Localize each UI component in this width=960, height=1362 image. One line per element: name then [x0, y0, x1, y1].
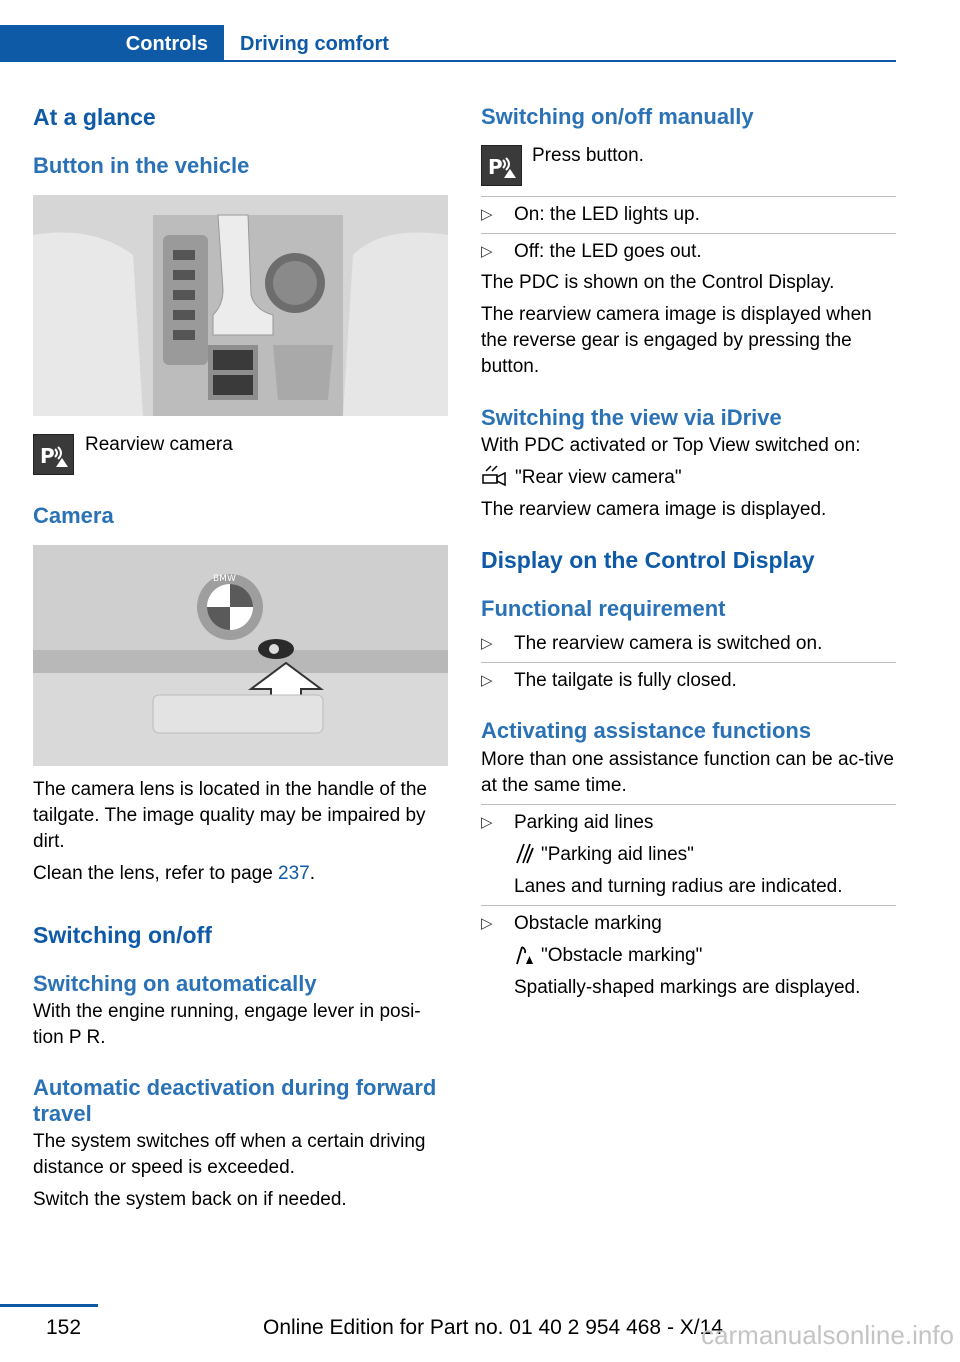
edition-text: Online Edition for Part no. 01 40 2 954 468 - X/14	[263, 1316, 723, 1339]
parking-lines-icon	[514, 842, 534, 864]
left-column	[33, 100, 448, 1213]
heading-switching-on-off: Switching on/off	[33, 922, 212, 948]
chapter-label: Driving comfort	[240, 33, 389, 55]
divider	[481, 905, 896, 906]
divider	[481, 196, 896, 197]
switch-back-text: Switch the system back on if needed.	[33, 1189, 347, 1210]
right-column	[481, 100, 896, 1001]
rear-view-camera-row	[481, 465, 896, 491]
rear-view-camera-menu-item: "Rear view camera"	[515, 467, 682, 488]
bullet-parking-aid-lines: ▷ Parking aid lines	[481, 810, 896, 836]
press-button-row	[481, 145, 896, 186]
bullet-off: ▷ Off: the LED goes out.	[481, 239, 896, 265]
footer-rule	[0, 1304, 98, 1307]
auto-on-text: With the engine running, engage lever in posi-tion P R.	[33, 1001, 421, 1048]
obstacle-marking-menu-item: "Obstacle marking"	[541, 945, 703, 966]
heading-camera: Camera	[33, 503, 114, 528]
heading-automatic-deactivation: Automatic deactivation during forward travel	[33, 1075, 437, 1126]
auto-off-text: The system switches off when a certain driving distance or speed is exceeded.	[33, 1131, 426, 1178]
svg-text:P: P	[39, 443, 55, 468]
rearview-button-row	[33, 434, 448, 475]
heading-switching-manually: Switching on/off manually	[481, 104, 754, 129]
section-label: Controls	[125, 33, 208, 55]
press-button-text: Press button.	[532, 145, 644, 166]
idrive-text: With PDC activated or Top View switched on:	[481, 435, 861, 456]
heading-activating-assistance: Activating assistance functions	[481, 718, 812, 743]
tailgate-camera-image	[33, 545, 448, 766]
pdc-text: The PDC is shown on the Control Display.	[481, 272, 835, 293]
heading-at-a-glance: At a glance	[33, 104, 156, 130]
page-reference-link[interactable]: 237	[278, 863, 310, 884]
heading-functional-requirement: Functional requirement	[481, 596, 726, 621]
requirement-camera-on: ▷ The rearview camera is switched on.	[481, 631, 896, 657]
bullet-on: ▷ On: the LED lights up.	[481, 202, 896, 228]
rearview-camera-button-icon	[33, 434, 74, 475]
pdc-button-icon	[481, 145, 522, 186]
center-console-image	[33, 195, 448, 416]
tailgate-photo	[33, 545, 448, 766]
reverse-text: The rearview camera image is displayed when the reverse gear is engaged by pressing the button.	[481, 304, 872, 377]
requirement-tailgate-closed: ▷ The tailgate is fully closed.	[481, 668, 896, 694]
clean-lens-text: Clean the lens, refer to page 237.	[33, 863, 316, 884]
assist-text: More than one assistance function can be ac-tive at the same time.	[481, 749, 894, 796]
spatial-markings-text: Spatially-shaped markings are displayed.	[514, 977, 861, 998]
section-tab	[0, 25, 224, 62]
parking-lines-menu-item: "Parking aid lines"	[541, 844, 694, 865]
heading-display-control-display: Display on the Control Display	[481, 547, 815, 573]
divider	[481, 804, 896, 805]
lanes-text: Lanes and turning radius are indicated.	[514, 876, 843, 897]
obstacle-menu-row	[481, 943, 896, 969]
rearview-camera-label: Rearview camera	[85, 434, 233, 455]
camera-description: The camera lens is located in the handle of the tailgate. The image quality may be impaired by dirt.	[33, 779, 427, 852]
parking-lines-menu-row	[481, 842, 896, 868]
divider	[481, 662, 896, 663]
page-header	[0, 25, 896, 62]
page-number: 152	[46, 1316, 82, 1339]
svg-text:P: P	[487, 154, 503, 179]
camera-displayed-text: The rearview camera image is displayed.	[481, 499, 827, 520]
watermark: carmanualsonline.info	[701, 1320, 954, 1350]
heading-button-in-vehicle: Button in the vehicle	[33, 153, 250, 178]
obstacle-marking-icon	[514, 943, 534, 965]
divider	[481, 233, 896, 234]
header-rule	[224, 60, 896, 62]
bullet-obstacle-marking: ▷ Obstacle marking	[481, 911, 896, 937]
camera-view-icon	[481, 465, 507, 487]
bmw-logo-text: BMW	[213, 574, 236, 584]
heading-switching-on-automatically: Switching on automatically	[33, 971, 317, 996]
heading-switching-view-idrive: Switching the view via iDrive	[481, 405, 782, 430]
console-photo	[33, 195, 448, 416]
